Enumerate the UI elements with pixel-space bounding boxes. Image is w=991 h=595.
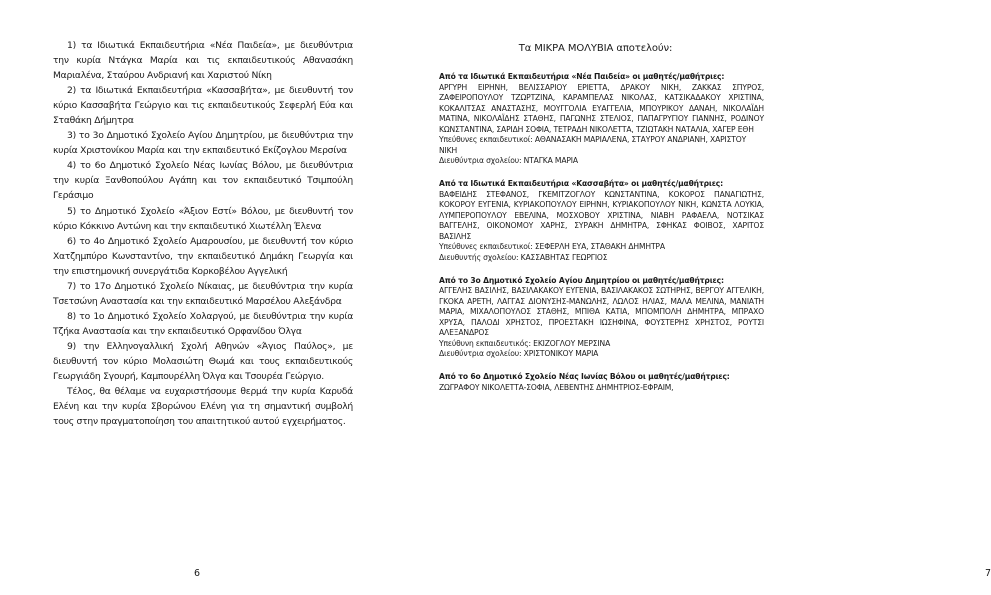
page-number: 7 [985,568,991,579]
paragraph: 1) τα Ιδιωτικά Εκπαιδευτήρια «Νέα Παιδεία», με διευθύντρια την κυρία Ντάγκα Μαρία και τις εκπαιδευτικούς Αθανασάκη Μαριαλένα, Σταύρου Ανδριανή και Χαριστού Νίκη [53,40,353,82]
student-names: ΖΩΓΡΑΦΟΥ ΝΙΚΟΛΕΤΤΑ-ΣΟΦΙΑ, ΛΕΒΕΝΤΗΣ ΔΗΜΗΤΡΙΟΣ-ΕΦΡΑΙΜ, [439,382,674,392]
paragraph: 7) το 17ο Δημοτικό Σχολείο Νίκαιας, με διευθύντρια την κυρία Τσετσώνη Αναστασία και την εκπαιδευτικό Μαρσέλου Αλεξάνδρα [53,280,353,307]
school-group [439,372,764,393]
page-title: Τα ΜΙΚΡΑ ΜΟΛΥΒΙΑ αποτελούν: [518,43,673,54]
group-heading: Από τα Ιδιωτικά Εκπαιδευτήρια «Νέα Παιδεία» οι μαθητές/μαθήτριες: [439,72,725,81]
paragraph: 4) το 6ο Δημοτικό Σχολείο Νέας Ιωνίας Βόλου, με διευθύντρια την κυρία Ξανθοπούλου Αγάπη και τον εκπαιδευτικό Τσιμπούλη Γεράσιμο [53,160,353,202]
principal-line: Διευθυντής σχολείου: ΚΑΣΣΑΒΗΤΑΣ ΓΕΩΡΓΙΟΣ [439,252,608,262]
paragraph: 6) το 4ο Δημοτικό Σχολείο Αμαρουσίου, με διευθυντή τον κύριο Χατζημπύρο Κωνσταντίνο, την εκπαιδευτικό Δημάκη Γεωργία και την επιστημονική συνεργάτιδα Κορκοβέλου Αγγελική [53,235,353,277]
acknowledgements-text [53,38,353,429]
principal-line: Διευθύντρια σχολείου: ΧΡΙΣΤΟΝΙΚΟΥ ΜΑΡΙΑ [439,349,599,358]
teachers-line: Υπεύθυνη εκπαιδευτικός: ΕΚΙΖΟΓΛΟΥ ΜΕΡΣΙΝΑ [439,338,611,348]
left-page [0,0,397,595]
paragraph: 2) τα Ιδιωτικά Εκπαιδευτήρια «Κασσαβήτα», με διευθυντή τον κύριο Κασσαβήτα Γεώργιο και τις εκπαιδευτικούς Σεφερλή Εύα και Σταθάκη Δήμητρα [53,85,353,127]
school-group [439,72,764,167]
paragraph: 5) το Δημοτικό Σχολείο «Άξιον Εστί» Βόλου, με διευθυντή τον κύριο Κόκκινο Αντώνη και την εκπαιδευτικό Χιωτέλλη Έλενα [53,205,353,232]
principal-line: Διευθύντρια σχολείου: ΝΤΑΓΚΑ ΜΑΡΙΑ [439,156,578,165]
student-names: ΑΓΓΕΛΗΣ ΒΑΣΙΛΗΣ, ΒΑΣΙΛΑΚΑΚΟΥ ΕΥΓΕΝΙΑ, ΒΑΣΙΛΑΚΑΚΟΣ ΣΩΤΗΡΗΣ, ΒΕΡΓΟΥ ΑΓΓΕΛΙΚΗ, ΓΚΟΚΑ ΑΡΕΤΗ, ΛΑΓΓΑΣ ΔΙΟΝΥΣΗΣ-ΜΑΝΩΛΗΣ, ΛΩΛΟΣ ΗΛΙΑΣ, ΜΑΛΑ ΜΕΛΙΝΑ, ΜΑΝΙΑΤΗ ΜΑΡΙΑ, ΜΙΧΑΛΟΠΟΥΛΟΣ ΣΤΑΘΗΣ, ΜΠΙΘΑ ΚΑΤΙΑ, ΜΠΟΜΠΟΛΗ ΔΗΜΗΤΡΑ, ΜΠΡΑΧΟ ΧΡΥΣΑ, ΠΑΛΟΔΙ ΧΡΗΣΤΟΣ, ΠΡΟΕΣΤΑΚΗ ΙΩΣΗΦΙΝΑ, ΦΟΥΣΤΕΡΗΣ ΧΡΗΣΤΟΣ, ΡΟΥΤΣΙ ΑΛΕΞΑΝΔΡΟΣ [439,286,764,337]
group-heading: Από το 6ο Δημοτικό Σχολείο Νέας Ιωνίας Βόλου οι μαθητές/μαθήτριες: [439,372,730,381]
group-heading: Από το 3ο Δημοτικό Σχολείο Αγίου Δημητρίου οι μαθητές/μαθήτριες: [439,275,724,285]
paragraph: Τέλος, θα θέλαμε να ευχαριστήσουμε θερμά την κυρία Καρυδά Ελένη και την κυρία Σβορώνου Ελένη για τη σημαντική συμβολή τους στην πραγματοποίηση του απαιτητικού αυτού εγχειρήματος. [53,386,353,428]
paragraph: 3) το 3ο Δημοτικό Σχολείο Αγίου Δημητρίου, με διευθύντρια την κυρία Χριστονίκου Μαρία και την εκπαιδευτικό Εκίζογλου Μερσίνα [53,130,353,157]
page-number: 6 [194,568,201,579]
participants-list [439,72,764,406]
teachers-line: Υπεύθυνες εκπαιδευτικοί: ΣΕΦΕΡΛΗ ΕΥΑ, ΣΤΑΘΑΚΗ ΔΗΜΗΤΡΑ [439,242,665,251]
paragraph: 8) το 1ο Δημοτικό Σχολείο Χολαργού, με διευθύντρια την κυρία Τζήκα Αναστασία και την εκπαιδευτικό Ορφανίδου Όλγα [53,310,353,337]
right-page [397,0,991,595]
group-heading: Από τα Ιδιωτικά Εκπαιδευτήρια «Κασσαβήτα» οι μαθητές/μαθήτριες: [439,179,724,188]
school-group [439,276,764,360]
student-names: ΑΡΓΥΡΗ ΕΙΡΗΝΗ, ΒΕΛΙΣΣΑΡΙΟΥ ΕΡΙΕΤΤΑ, ΔΡΑΚΟΥ ΝΙΚΗ, ΖΑΚΚΑΣ ΣΠΥΡΟΣ, ΖΑΦΕΙΡΟΠΟΥΛΟΥ ΤΖΩΡΤΖΙΝΑ, ΚΑΡΑΜΠΕΛΑΣ ΝΙΚΟΛΑΣ, ΚΑΤΣΙΚΑΔΑΚΟΥ ΧΡΙΣΤΙΝΑ, ΚΟΚΑΛΙΤΣΑΣ ΑΝΑΣΤΑΣΗΣ, ΜΟΥΓΓΟΛΙΑ ΕΥΑΓΓΕΛΙΑ, ΜΠΟΥΡΙΚΟΥ ΔΑΝΑΗ, ΝΙΚΟΛΑΪΔΗ ΜΑΤΙΝΑ, ΝΙΚΟΛΑΪΔΗΣ ΣΤΑΘΗΣ, ΠΑΓΩΝΗΣ ΣΤΕΛΙΟΣ, ΠΑΠΑΓΡΥΓΙΟΥ ΓΙΑΝΝΗΣ, ΡΟΔΙΝΟΥ ΚΩΝΣΤΑΝΤΙΝΑ, ΣΑΡΙΔΗ ΣΟΦΙΑ, ΤΕΤΡΑΔΗ ΝΙΚΟΛΕΤΤΑ, ΤΖΙΩΤΑΚΗ ΝΑΤΑΛΙΑ, ΧΑΓΕΡ ΕΘΗ [439,82,764,134]
school-group [439,179,764,263]
teachers-line: Υπεύθυνες εκπαιδευτικοί: ΑΘΑΝΑΣΑΚΗ ΜΑΡΙΑΛΕΝΑ, ΣΤΑΥΡΟΥ ΑΝΔΡΙΑΝΗ, ΧΑΡΙΣΤΟΥ ΝΙΚΗ [439,135,747,155]
student-names: ΒΑΦΕΙΔΗΣ ΣΤΕΦΑΝΟΣ, ΓΚΕΜΙΤΖΟΓΛΟΥ ΚΩΝΣΤΑΝΤΙΝΑ, ΚΟΚΟΡΟΣ ΠΑΝΑΓΙΩΤΗΣ, ΚΟΚΟΡΟΥ ΕΥΓΕΝΙΑ, ΚΥΡΙΑΚΟΠΟΥΛΟΥ ΕΙΡΗΝΗ, ΚΥΡΙΑΚΟΠΟΥΛΟΥ ΝΙΚΗ, ΚΩΝΣΤΑ ΛΟΥΚΙΑ, ΛΥΜΠΕΡΟΠΟΥΛΟΥ ΕΒΕΛΙΝΑ, ΜΟΣΧΟΒΟΥ ΧΡΙΣΤΙΝΑ, ΝΙΑΒΗ ΡΑΦΑΕΛΑ, ΝΟΤΣΙΚΑΣ ΒΑΓΓΕΛΗΣ, ΟΙΚΟΝΟΜΟΥ ΧΑΡΗΣ, ΣΥΡΑΚΗ ΔΗΜΗΤΡΑ, ΣΦΗΚΑΣ ΦΟΙΒΟΣ, ΧΑΡΙΤΟΣ ΒΑΣΙΛΗΣ [439,189,764,241]
paragraph: 9) την Ελληνογαλλική Σχολή Αθηνών «Άγιος Παύλος», με διευθυντή τον κύριο Μολασιώτη Θωμά και τους εκπαιδευτικούς Γεωργιάδη Σγουρή, Καμπουρέλλη Όλγα και Τσουρέα Γεώργιο. [53,340,353,383]
